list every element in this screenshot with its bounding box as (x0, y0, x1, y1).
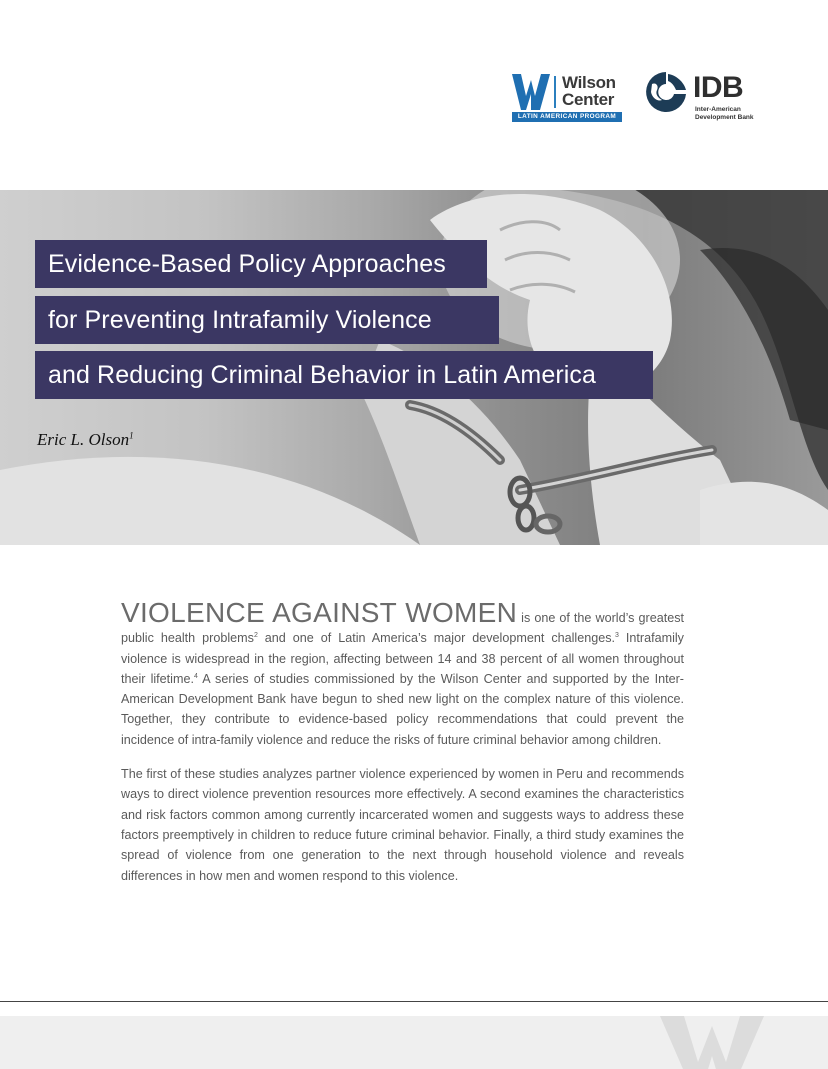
idb-sub-line2: Development Bank (695, 114, 754, 121)
author-byline (37, 430, 134, 450)
wilson-line2: Center (562, 90, 615, 109)
intro-text-d: A series of studies commissioned by the Wilson Center and supported by the Inter-American Development Bank have begun to shed new light on the complex nature of this violence. Together, they contribute to evidence-based policy recommendations that could prevent the incidence of intra-family violence and reduce the risks of future criminal behavior among children. (121, 671, 685, 747)
title-line-2: for Preventing Intrafamily Violence (35, 296, 499, 344)
intro-text-b: and one of Latin America’s major development challenges. (257, 631, 616, 646)
title-line-3: and Reducing Criminal Behavior in Latin America (35, 351, 653, 399)
idb-wordmark: IDB (693, 71, 744, 104)
article-body (121, 598, 684, 886)
title-line-1: Evidence-Based Policy Approaches (35, 240, 487, 288)
footnote-ref-2: 2 (253, 632, 258, 640)
idb-subtitle (695, 106, 754, 122)
wilson-program-label: LATIN AMERICAN PROGRAM (512, 112, 622, 122)
second-paragraph: The first of these studies analyzes partner violence experienced by women in Peru and recommends ways to direct violence prevention resources more effectively. A second examines the characteristics and risk factors common among currently incarcerated women and suggests ways to address these factors preemptively in children to reduce future criminal behavior. Finally, a third study examines the spread of violence from one generation to the next through household violence and reveals differences in how men and women respond to this violence. (121, 767, 684, 883)
idb-globe-icon (644, 70, 690, 114)
footnote-ref-4: 4 (193, 672, 198, 680)
intro-text-a: is one of the world’s greatest public health problems (121, 611, 684, 646)
wilson-wordmark (562, 74, 616, 108)
author-footnote-ref: 1 (129, 430, 134, 441)
footer-band (0, 1016, 828, 1069)
footer-divider (0, 1001, 828, 1002)
idb-sub-line1: Inter-American (695, 106, 741, 113)
wilson-w-icon (512, 74, 550, 110)
author-name: Eric L. Olson (37, 430, 130, 449)
wilson-w-watermark-icon (660, 1016, 770, 1069)
idb-logo (644, 70, 764, 126)
logo-divider (554, 76, 556, 108)
intro-paragraph (121, 598, 684, 750)
wilson-line1: Wilson (562, 73, 616, 92)
wilson-center-logo (512, 74, 624, 124)
lead-in: VIOLENCE AGAINST WOMEN (121, 597, 518, 628)
hero-banner (0, 190, 828, 545)
intro-text-c: Intrafamily violence is widespread in the region, affecting between 14 and 38 percent of all women throughout their lifetime. (121, 631, 684, 686)
footnote-ref-3: 3 (615, 632, 619, 640)
